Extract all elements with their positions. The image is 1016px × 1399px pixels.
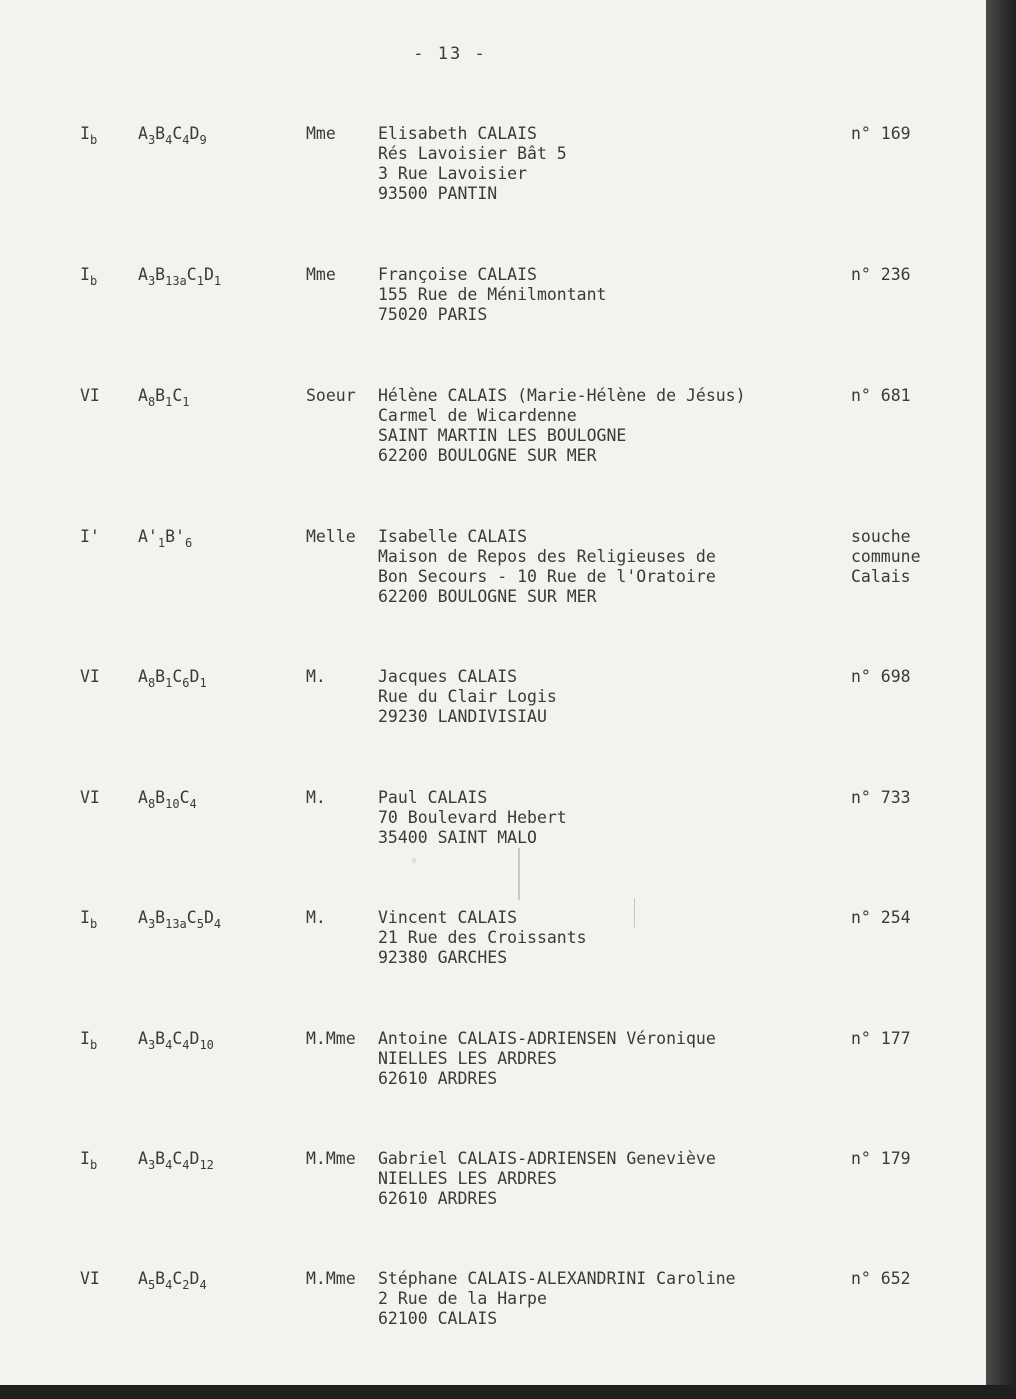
reference-text: n° 681	[851, 386, 911, 405]
code-letter: D	[189, 1149, 200, 1168]
code-index: 4	[182, 1158, 190, 1172]
name-and-address	[378, 527, 716, 607]
code-letter: D	[189, 667, 200, 686]
branch-roman: I	[80, 124, 90, 143]
genealogy-code	[138, 1269, 207, 1292]
address-line: Rés Lavoisier Bât 5	[378, 144, 567, 163]
reference-text: souche	[851, 527, 911, 546]
civility-title: M.	[306, 667, 326, 686]
code-index: 4	[182, 133, 190, 147]
code-index: 3	[147, 1038, 156, 1052]
person-name: Vincent CALAIS	[378, 908, 518, 927]
code-letter: D	[203, 908, 214, 927]
genealogy-code	[138, 667, 207, 690]
code-letter: B'	[165, 527, 185, 546]
branch-label	[80, 1269, 100, 1289]
code-index: 4	[165, 1278, 173, 1292]
code-letter: A	[138, 788, 148, 807]
address-line: 62610 ARDRES	[378, 1069, 498, 1088]
scan-mark	[412, 858, 416, 863]
address-line: 62100 CALAIS	[378, 1309, 498, 1328]
branch-label	[80, 1029, 98, 1052]
page-number: - 13 -	[413, 44, 487, 64]
code-index: 4	[189, 797, 197, 811]
code-letter: C	[186, 908, 197, 927]
code-letter: C	[172, 667, 183, 686]
address-line: 93500 PANTIN	[378, 184, 498, 203]
branch-label	[80, 527, 100, 547]
reference-text: n° 254	[851, 908, 911, 927]
branch-label	[80, 667, 100, 687]
branch-roman: VI	[80, 1269, 100, 1288]
address-line: 75020 PARIS	[378, 305, 488, 324]
scan-mark	[634, 898, 635, 928]
code-letter: C	[172, 386, 183, 405]
reference-text: n° 236	[851, 265, 911, 284]
code-index: 2	[182, 1278, 190, 1292]
reference-number	[851, 386, 911, 406]
genealogy-code	[138, 1029, 214, 1052]
code-letter: A	[138, 908, 148, 927]
reference-text: Calais	[851, 567, 911, 586]
branch-roman: I	[80, 908, 90, 927]
code-index: 1	[165, 395, 173, 409]
address-line: 29230 LANDIVISIAU	[378, 707, 547, 726]
code-letter: C	[179, 788, 190, 807]
reference-text: commune	[851, 547, 921, 566]
code-letter: A	[138, 386, 148, 405]
civility-title: Soeur	[306, 386, 356, 405]
code-index: 5	[196, 917, 204, 931]
code-letter: D	[189, 1029, 200, 1048]
code-index: 4	[165, 1158, 173, 1172]
reference-text: n° 733	[851, 788, 911, 807]
branch-subscript: b	[89, 274, 98, 288]
code-letter: A	[138, 265, 148, 284]
address-line: SAINT MARTIN LES BOULOGNE	[378, 426, 627, 445]
reference-text: n° 698	[851, 667, 911, 686]
name-and-address	[378, 1149, 716, 1209]
person-name: Isabelle CALAIS	[378, 527, 528, 546]
code-index: 1	[199, 676, 207, 690]
person-name: Gabriel CALAIS-ADRIENSEN Geneviève	[378, 1149, 716, 1168]
code-index: 1	[165, 676, 173, 690]
person-name: Paul CALAIS	[378, 788, 488, 807]
reference-text: n° 179	[851, 1149, 911, 1168]
code-index: 9	[199, 133, 207, 147]
branch-roman: VI	[80, 667, 100, 686]
code-index: 1	[157, 536, 166, 550]
code-letter: B	[155, 908, 166, 927]
code-letter: D	[189, 124, 200, 143]
code-index: 6	[182, 676, 190, 690]
code-index: 8	[147, 676, 156, 690]
scan-edge-bottom	[0, 1385, 1016, 1399]
branch-roman: VI	[80, 386, 100, 405]
code-letter: D	[203, 265, 214, 284]
name-and-address	[378, 908, 587, 968]
code-letter: D	[189, 1269, 200, 1288]
code-letter: A	[138, 1149, 148, 1168]
address-line: Rue du Clair Logis	[378, 687, 557, 706]
code-index: 1	[182, 395, 190, 409]
civility-title: M.	[306, 908, 326, 927]
code-index: 10	[165, 797, 180, 811]
code-letter: C	[172, 1149, 183, 1168]
reference-number	[851, 527, 921, 587]
reference-number	[851, 908, 911, 928]
reference-number	[851, 788, 911, 808]
person-name: Antoine CALAIS-ADRIENSEN Véronique	[378, 1029, 716, 1048]
branch-roman: I	[80, 1029, 90, 1048]
code-index: 4	[182, 1038, 190, 1052]
reference-text: n° 169	[851, 124, 911, 143]
person-name: Elisabeth CALAIS	[378, 124, 537, 143]
branch-label	[80, 1149, 98, 1172]
person-name: Hélène CALAIS (Marie-Hélène de Jésus)	[378, 386, 746, 405]
genealogy-code	[138, 1149, 214, 1172]
reference-number	[851, 1269, 911, 1289]
branch-label	[80, 265, 98, 288]
name-and-address	[378, 386, 746, 466]
code-letter: B	[155, 1269, 166, 1288]
code-index: 1	[196, 274, 204, 288]
address-line: 62200 BOULOGNE SUR MER	[378, 446, 597, 465]
code-index: 3	[147, 274, 156, 288]
code-index: 5	[147, 1278, 156, 1292]
address-line: 62610 ARDRES	[378, 1189, 498, 1208]
person-name: Jacques CALAIS	[378, 667, 518, 686]
scan-mark	[518, 848, 520, 900]
scan-edge-right	[986, 0, 1016, 1399]
code-index: 8	[147, 395, 156, 409]
code-letter: C	[172, 1269, 183, 1288]
branch-roman: I	[80, 1149, 90, 1168]
code-index: 12	[199, 1158, 214, 1172]
code-letter: B	[155, 1149, 166, 1168]
code-letter: A	[138, 124, 148, 143]
code-letter: B	[155, 1029, 166, 1048]
civility-title: M.Mme	[306, 1149, 356, 1168]
civility-title: M.	[306, 788, 326, 807]
address-line: 35400 SAINT MALO	[378, 828, 537, 847]
reference-number	[851, 1029, 911, 1049]
branch-subscript: b	[89, 1038, 98, 1052]
branch-roman: I	[80, 265, 90, 284]
address-line: 155 Rue de Ménilmontant	[378, 285, 607, 304]
branch-roman: I'	[80, 527, 100, 546]
code-letter: A	[138, 667, 148, 686]
code-index: 6	[184, 536, 193, 550]
code-index: 3	[147, 1158, 156, 1172]
civility-title: Mme	[306, 124, 336, 143]
code-letter: A	[138, 1029, 148, 1048]
genealogy-code	[138, 908, 222, 931]
civility-title: Mme	[306, 265, 336, 284]
code-index: 4	[165, 133, 173, 147]
genealogy-code	[138, 265, 222, 288]
reference-number	[851, 667, 911, 687]
civility-title: M.Mme	[306, 1269, 356, 1288]
code-letter: B	[155, 124, 166, 143]
code-index: 3	[147, 133, 156, 147]
branch-subscript: b	[89, 917, 98, 931]
address-line: Bon Secours - 10 Rue de l'Oratoire	[378, 567, 716, 586]
branch-label	[80, 788, 100, 808]
address-line: Maison de Repos des Religieuses de	[378, 547, 716, 566]
reference-number	[851, 124, 911, 144]
genealogy-code	[138, 124, 207, 147]
code-index: 4	[165, 1038, 173, 1052]
code-letter: B	[155, 667, 166, 686]
civility-title: M.Mme	[306, 1029, 356, 1048]
address-line: Carmel de Wicardenne	[378, 406, 577, 425]
reference-number	[851, 265, 911, 285]
code-index: 4	[199, 1278, 207, 1292]
genealogy-code	[138, 386, 190, 409]
genealogy-code	[138, 788, 197, 811]
code-index: 3	[147, 917, 156, 931]
reference-text: n° 177	[851, 1029, 911, 1048]
name-and-address	[378, 1029, 716, 1089]
address-line: NIELLES LES ARDRES	[378, 1049, 557, 1068]
name-and-address	[378, 124, 567, 204]
code-index: 4	[213, 917, 222, 931]
branch-label	[80, 908, 98, 931]
code-index: 13a	[165, 917, 187, 931]
code-index: 1	[213, 274, 222, 288]
reference-text: n° 652	[851, 1269, 911, 1288]
branch-subscript: b	[89, 133, 98, 147]
address-line: NIELLES LES ARDRES	[378, 1169, 557, 1188]
branch-roman: VI	[80, 788, 100, 807]
address-line: 70 Boulevard Hebert	[378, 808, 567, 827]
genealogy-code	[138, 527, 193, 550]
code-letter: C	[172, 124, 183, 143]
code-index: 8	[147, 797, 156, 811]
person-name: Stéphane CALAIS-ALEXANDRINI Caroline	[378, 1269, 736, 1288]
branch-subscript: b	[89, 1158, 98, 1172]
branch-label	[80, 386, 100, 406]
code-letter: C	[186, 265, 197, 284]
code-letter: B	[155, 386, 166, 405]
branch-label	[80, 124, 98, 147]
code-index: 10	[199, 1038, 214, 1052]
code-letter: A	[138, 1269, 148, 1288]
address-line: 3 Rue Lavoisier	[378, 164, 528, 183]
code-letter: B	[155, 788, 166, 807]
code-letter: A'	[138, 527, 158, 546]
address-line: 21 Rue des Croissants	[378, 928, 587, 947]
reference-number	[851, 1149, 911, 1169]
code-index: 13a	[165, 274, 187, 288]
code-letter: C	[172, 1029, 183, 1048]
name-and-address	[378, 1269, 736, 1329]
name-and-address	[378, 667, 557, 727]
name-and-address	[378, 788, 567, 848]
address-line: 62200 BOULOGNE SUR MER	[378, 587, 597, 606]
address-line: 2 Rue de la Harpe	[378, 1289, 547, 1308]
code-letter: B	[155, 265, 166, 284]
address-line: 92380 GARCHES	[378, 948, 508, 967]
civility-title: Melle	[306, 527, 356, 546]
name-and-address	[378, 265, 606, 325]
person-name: Françoise CALAIS	[378, 265, 537, 284]
